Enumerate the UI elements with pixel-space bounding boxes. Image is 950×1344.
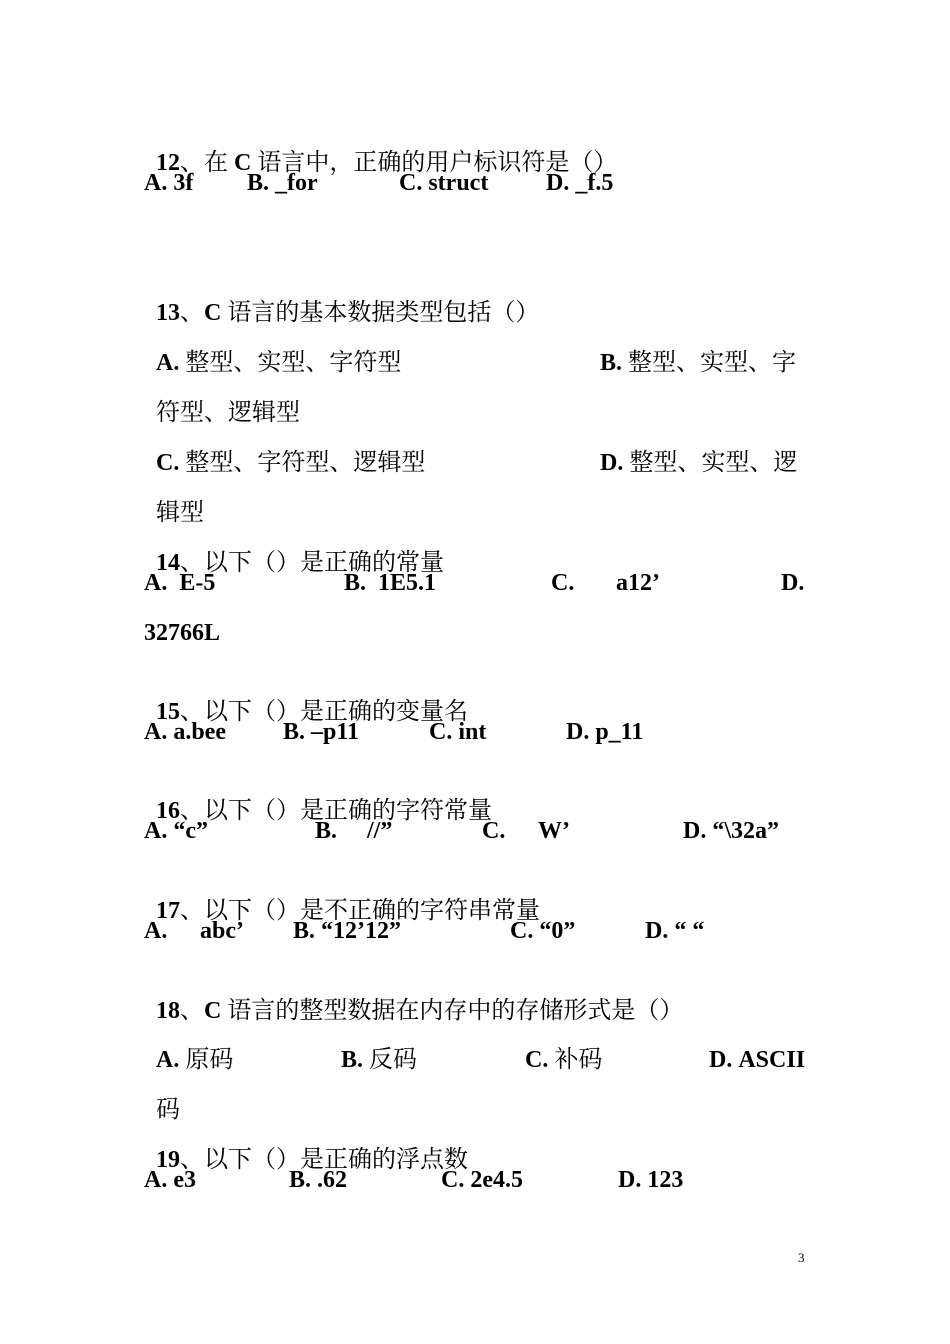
option-a: A. e3 (144, 1167, 196, 1193)
option-c-letter: C. (551, 570, 575, 596)
option-c (513, 1015, 602, 1075)
option-b: B. 1E5.1 (344, 570, 437, 596)
option-a-text: abc’ (200, 918, 244, 944)
option-b: B. .62 (289, 1167, 348, 1193)
question-text: 语言的整型数据在内存中的存储形式是（） (221, 998, 684, 1024)
option-d: D. “ “ (645, 918, 705, 944)
option-text: 整型、实型、逻 (629, 450, 798, 476)
option-letter: D. (709, 1047, 733, 1073)
question-text: 、以下（）是正确的浮点数 (180, 1147, 468, 1173)
question-text: C (204, 998, 222, 1024)
question-number: 15 (156, 699, 180, 725)
option-b: B. _for (247, 170, 318, 196)
option-d-text: 32766L (144, 620, 221, 646)
question-number: 14 (156, 550, 180, 576)
option-letter: B. (341, 1047, 364, 1073)
option-text: 辑型 (156, 500, 204, 526)
option-c: C. 2e4.5 (441, 1167, 523, 1193)
option-text: 补码 (554, 1047, 603, 1073)
question-text: 、在 (180, 150, 234, 176)
option-text: 符型、逻辑型 (156, 400, 300, 426)
option-a-letter: A. (144, 918, 168, 944)
option-d-letter: D. (781, 570, 805, 596)
question-text: C (204, 300, 222, 326)
option-c: C. “0” (510, 918, 576, 944)
question-text: 、以下（）是不正确的字符串常量 (180, 898, 540, 924)
option-letter: B. (600, 350, 623, 376)
option-letter: C. (525, 1047, 549, 1073)
option-d: D. p_11 (566, 719, 644, 745)
question-text: C (234, 150, 252, 176)
option-d (697, 1015, 805, 1075)
question-number: 18 (156, 998, 180, 1024)
option-b: B. –p11 (283, 719, 360, 745)
option-text: 整型、实型、字 (628, 350, 797, 376)
option-b (588, 318, 796, 378)
option-b: B. “12’12” (293, 918, 401, 944)
option-letter: A. (156, 350, 180, 376)
option-letter: C. (156, 450, 180, 476)
option-letter: A. (156, 1047, 180, 1073)
question-number: 19 (156, 1147, 180, 1173)
option-c: C. int (429, 719, 487, 745)
option-a: A. “c” (144, 818, 208, 844)
question-text: 、以下（）是正确的字符常量 (180, 798, 492, 824)
page-number: 3 (798, 1250, 805, 1265)
option-d: D. _f.5 (546, 170, 614, 196)
option-text: 原码 (185, 1047, 234, 1073)
option-text: 码 (156, 1097, 180, 1123)
option-text: ASCII (738, 1047, 806, 1073)
option-a: A. a.bee (144, 719, 226, 745)
option-b (329, 1015, 417, 1075)
option-text: 整型、字符型、逻辑型 (185, 450, 426, 476)
option-letter: D. (600, 450, 624, 476)
question-number: 17 (156, 898, 180, 924)
option-d: D. 123 (618, 1167, 684, 1193)
question-number: 16 (156, 798, 180, 824)
option-a: A. E-5 (144, 570, 216, 596)
option-d (588, 418, 797, 478)
option-b-letter: B. (315, 818, 338, 844)
question-number: 13 (156, 300, 180, 326)
question-number: 12 (156, 150, 180, 176)
question-text: 、 (180, 998, 204, 1024)
option-text: 整型、实型、字符型 (185, 350, 402, 376)
question-text: 、 (180, 300, 204, 326)
option-c-letter: C. (482, 818, 506, 844)
question-text: 语言的基本数据类型包括（） (221, 300, 540, 326)
option-d: D. “\32a” (683, 818, 779, 844)
question-text: 、以下（）是正确的变量名 (180, 699, 468, 725)
option-text: 反码 (369, 1047, 418, 1073)
option-a: A. 3f (144, 170, 194, 196)
question-text: 、以下（）是正确的常量 (180, 550, 444, 576)
option-c: C. struct (399, 170, 489, 196)
question-text: 语言中，正确的用户标识符是（） (251, 150, 618, 176)
option-b-text: //” (367, 818, 393, 844)
option-c-text: W’ (538, 818, 570, 844)
option-c-text: a12’ (616, 570, 660, 596)
